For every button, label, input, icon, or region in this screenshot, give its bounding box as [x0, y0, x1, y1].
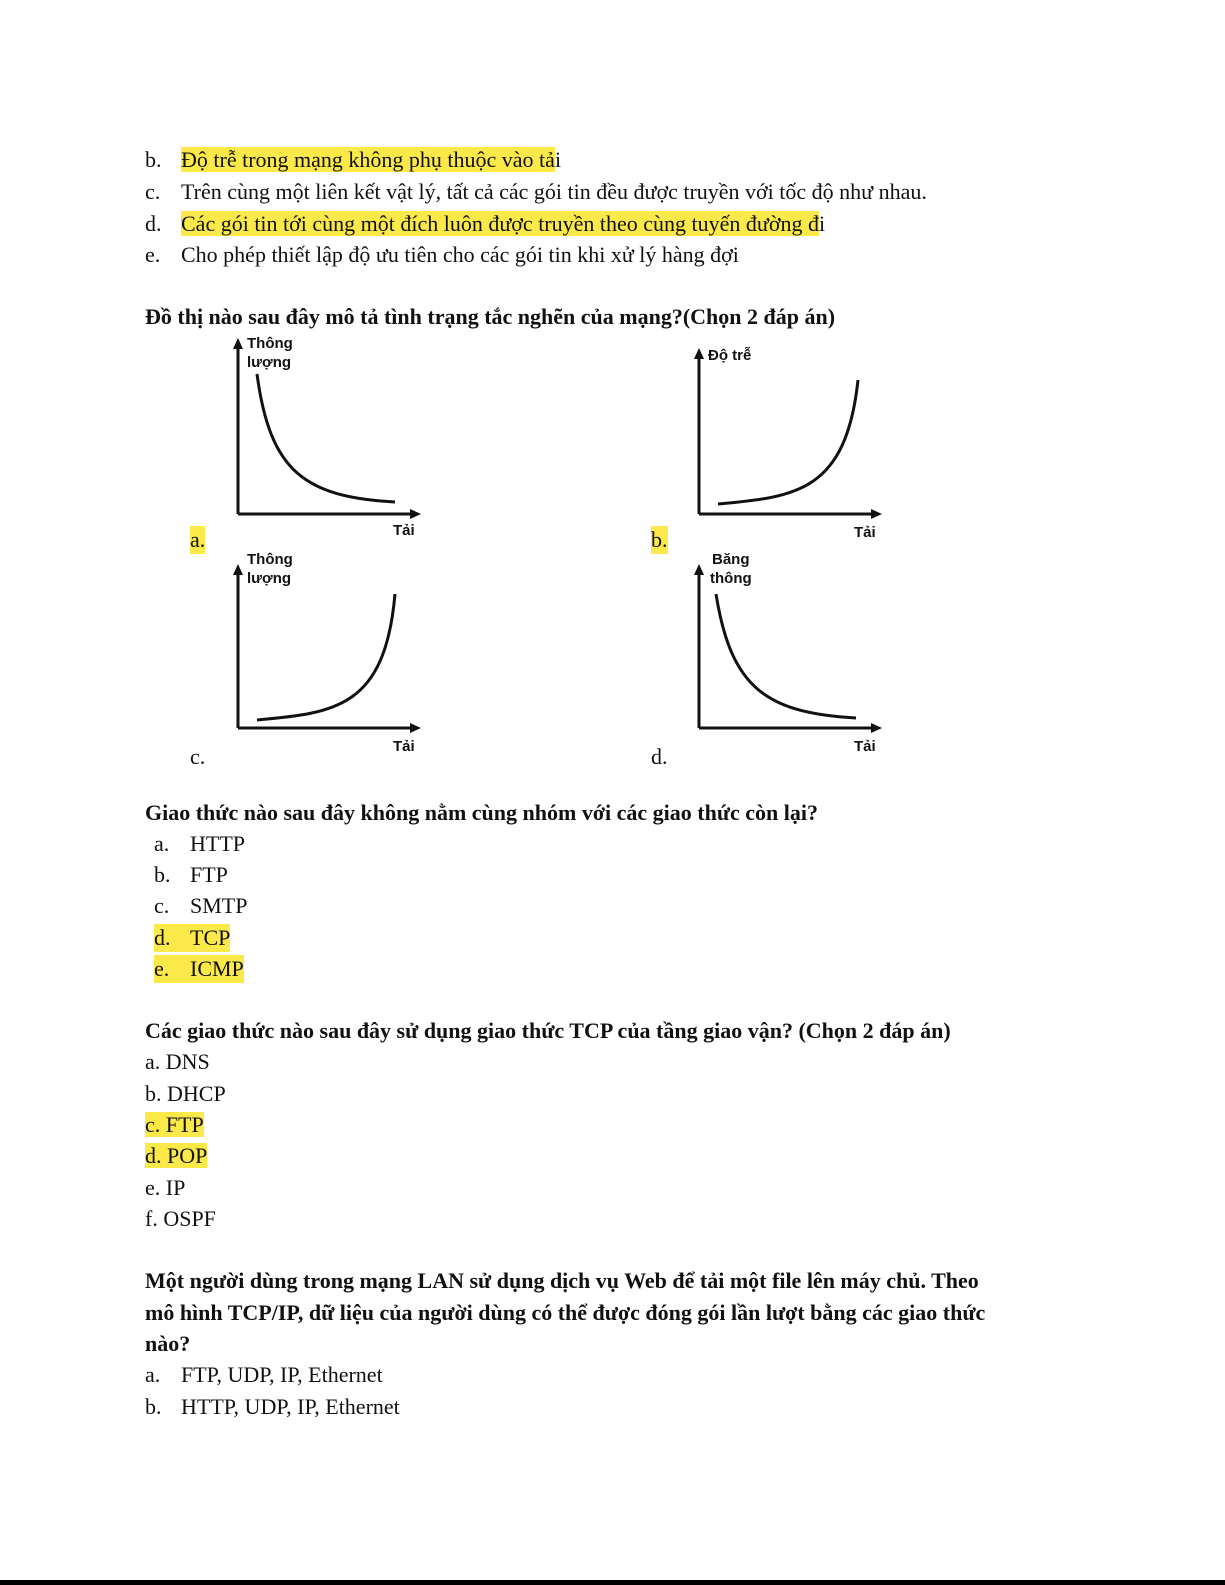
q3-option-d: d. TCP	[154, 925, 231, 950]
q1-option-e-text: Cho phép thiết lập độ ưu tiên cho các gói tin khi xử lý hàng đợi	[181, 242, 739, 267]
graph-a	[225, 332, 435, 547]
q4-option-f: f. OSPF	[145, 1206, 216, 1231]
graph-c-ylabel-2: lượng	[247, 570, 292, 587]
graph-a-ylabel-2: lượng	[247, 354, 292, 371]
graph-c-label: c.	[190, 744, 206, 769]
q2-question: Đồ thị nào sau đây mô tả tình trạng tắc nghẽn của mạng?(Chọn 2 đáp án)	[145, 304, 836, 329]
q5-question-line-3: nào?	[145, 1331, 191, 1356]
graph-c-curve	[257, 594, 395, 720]
q4-option-b: b. DHCP	[145, 1081, 226, 1106]
q5-option-a: a. FTP, UDP, IP, Ethernet	[145, 1362, 383, 1387]
q1-option-c: c. Trên cùng một liên kết vật lý, tất cả các gói tin đều được truyền với tốc độ như nhau.	[145, 179, 927, 204]
graph-d-ylabel-2: thông	[710, 570, 752, 587]
q4-question: Các giao thức nào sau đây sử dụng giao thức TCP của tầng giao vận? (Chọn 2 đáp án)	[145, 1018, 951, 1043]
q1-option-c-text: Trên cùng một liên kết vật lý, tất cả các gói tin đều được truyền với tốc độ như nhau.	[181, 179, 927, 204]
q1-option-d: d. Các gói tin tới cùng một đích luôn được truyền theo cùng tuyến đường đi	[145, 211, 826, 236]
graph-d-ylabel-1: Băng	[712, 551, 750, 568]
graph-b-ylabel: Độ trễ	[708, 347, 752, 364]
graph-a-xlabel: Tải	[393, 522, 415, 539]
q4-option-e: e. IP	[145, 1175, 186, 1200]
q5-question-line-1: Một người dùng trong mạng LAN sử dụng dịch vụ Web để tải một file lên máy chủ. Theo	[145, 1268, 979, 1293]
graph-c	[225, 548, 435, 763]
graph-d-xlabel: Tải	[854, 738, 876, 755]
graph-a-label: a.	[190, 527, 206, 552]
graph-a-ylabel-1: Thông	[247, 335, 293, 352]
graph-a-curve	[257, 374, 395, 502]
q3-option-e: e. ICMP	[154, 956, 244, 981]
graph-b-xlabel: Tải	[854, 524, 876, 541]
q4-option-c: c. FTP	[145, 1112, 204, 1137]
q4-option-a: a. DNS	[145, 1049, 210, 1074]
q5-question-line-2: mô hình TCP/IP, dữ liệu của người dùng có thể được đóng gói lần lượt bằng các giao thức	[145, 1300, 986, 1325]
graph-b	[686, 332, 896, 547]
q3-option-a: a. HTTP	[154, 831, 245, 856]
graph-b-label: b.	[651, 527, 668, 552]
q1-option-b-text: Độ trễ trong mạng không phụ thuộc vào tả	[181, 147, 555, 172]
page-bottom-border	[0, 1580, 1225, 1585]
q4-option-d: d. POP	[145, 1143, 208, 1168]
graph-b-curve	[718, 380, 858, 504]
q1-option-d-text: Các gói tin tới cùng một đích luôn được truyền theo cùng tuyến đường đ	[181, 211, 819, 236]
q3-question: Giao thức nào sau đây không nằm cùng nhóm với các giao thức còn lại?	[145, 800, 819, 825]
q3-option-c: c. SMTP	[154, 893, 248, 918]
graph-c-ylabel-1: Thông	[247, 551, 293, 568]
graph-c-xlabel: Tải	[393, 738, 415, 755]
q1-option-b: b. Độ trễ trong mạng không phụ thuộc vào tải	[145, 147, 562, 172]
q5-option-b: b. HTTP, UDP, IP, Ethernet	[145, 1394, 400, 1419]
graph-d-curve	[716, 594, 856, 718]
graph-d-label: d.	[651, 744, 668, 769]
graph-d	[686, 548, 896, 763]
q3-option-b: b. FTP	[154, 862, 228, 887]
q1-option-e: e. Cho phép thiết lập độ ưu tiên cho các gói tin khi xử lý hàng đợi	[145, 242, 739, 267]
